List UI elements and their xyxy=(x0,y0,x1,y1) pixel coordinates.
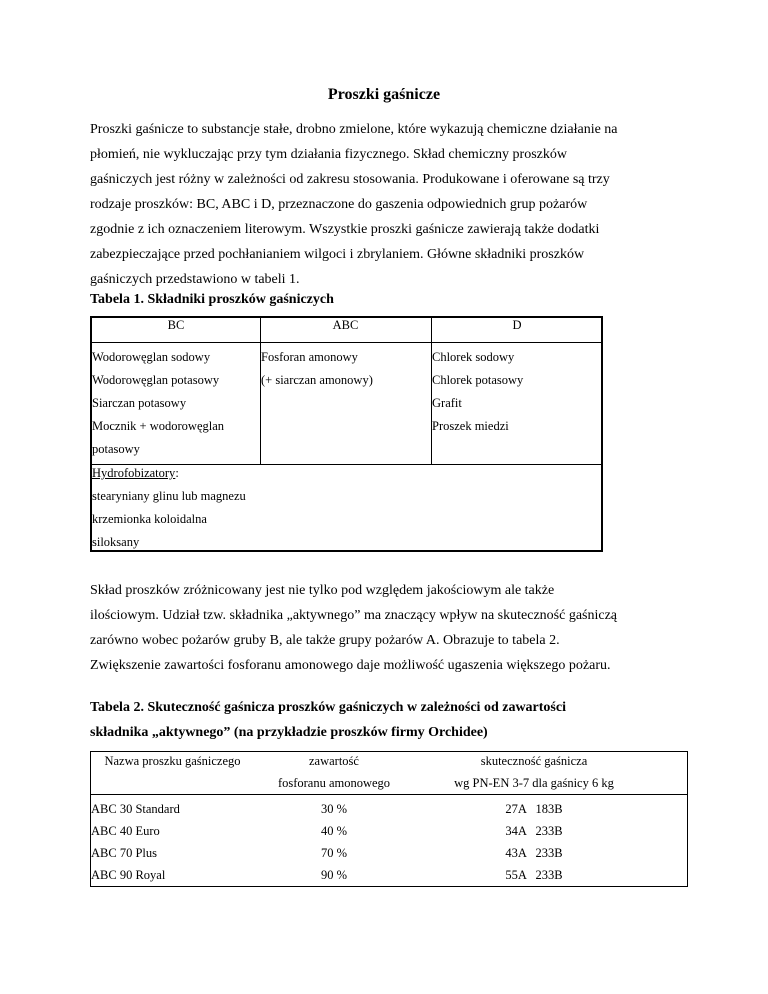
text-line: Skład proszków zróżnicowany jest nie tylko pod względem jakościowym ale także xyxy=(90,583,555,598)
table1-divider xyxy=(260,318,261,465)
table2-cell-name: ABC 90 Royal xyxy=(91,868,166,882)
text-line: płomień, nie wykluczając przy tym działania fizycznego. Skład chemiczny proszków xyxy=(90,147,567,162)
table1-cell: Fosforan amonowy xyxy=(261,350,358,364)
table2-cell-effectiveness: 43A 233B xyxy=(505,846,563,860)
text-line: zabezpieczające przed pochłanianiem wilgoci i zbrylaniem. Główne składniki proszków xyxy=(90,247,585,262)
table2-caption: składnika „aktywnego” (na przykładzie proszków firmy Orchidee) xyxy=(90,725,488,740)
table1-cell: (+ siarczan amonowy) xyxy=(261,373,373,387)
table1-cell: Mocznik + wodorowęglan xyxy=(92,419,225,433)
table2-header-effectiveness: wg PN-EN 3-7 dla gaśnicy 6 kg xyxy=(454,776,614,790)
table2-cell-content: 90 % xyxy=(320,868,348,882)
hydrophobizers-title: Hydrofobizatory xyxy=(92,466,176,480)
text-line: rodzaje proszków: BC, ABC i D, przeznaczone do gaszenia odpowiednich grup pożarów xyxy=(90,197,588,212)
text-line: Proszki gaśnicze to substancje stałe, drobno zmielone, które wykazują chemiczne działanie na xyxy=(90,122,618,137)
hydrophobizers-colon: : xyxy=(175,466,179,480)
table1-cell: siloksany xyxy=(92,535,140,549)
table1-divider xyxy=(92,342,601,343)
table2-cell-name: ABC 70 Plus xyxy=(91,846,157,860)
page-title: Proszki gaśnicze xyxy=(327,86,441,103)
table2-cell-effectiveness: 55A 233B xyxy=(505,868,563,882)
table1 xyxy=(90,316,603,552)
table1-cell: krzemionka koloidalna xyxy=(92,512,207,526)
table1-cell: Wodorowęglan potasowy xyxy=(92,373,220,387)
table1-cell: Chlorek potasowy xyxy=(432,373,524,387)
text-line: zarówno wobec pożarów gruby B, ale także grupy pożarów A. Obrazuje to tabela 2. xyxy=(90,633,560,648)
text-line: gaśniczych przedstawiono w tabeli 1. xyxy=(90,272,300,287)
table1-header-d: D xyxy=(512,318,522,332)
table1-cell: Chlorek sodowy xyxy=(432,350,515,364)
text-line: zgodnie z ich oznaczeniem literowym. Wszystkie proszki gaśnicze zawierają także dodatki xyxy=(90,222,600,237)
table2-header-effectiveness: skuteczność gaśnicza xyxy=(480,754,588,768)
table2-cell-effectiveness: 27A 183B xyxy=(505,802,563,816)
table2-header-content: zawartość xyxy=(309,754,359,768)
table1-caption: Tabela 1. Składniki proszków gaśniczych xyxy=(90,292,334,307)
text-line: Zwiększenie zawartości fosforanu amonowego daje możliwość ugaszenia większego pożaru. xyxy=(90,658,611,673)
table1-cell: stearyniany glinu lub magnezu xyxy=(92,489,246,503)
table2-caption: Tabela 2. Skuteczność gaśnicza proszków gaśniczych w zależności od zawartości xyxy=(90,700,566,715)
table2-cell-name: ABC 40 Euro xyxy=(91,824,160,838)
text-line: gaśniczych jest różny w zależności od zakresu stosowania. Produkowane i oferowane są trzy xyxy=(90,172,610,187)
table2-cell-content: 70 % xyxy=(320,846,348,860)
table2-header-name: Nazwa proszku gaśniczego xyxy=(104,754,241,768)
table2-divider xyxy=(91,794,687,795)
table2 xyxy=(90,751,688,887)
text-line: ilościowym. Udział tzw. składnika „aktywnego” ma znaczący wpływ na skuteczność gaśniczą xyxy=(90,608,618,623)
table2-cell-name: ABC 30 Standard xyxy=(91,802,180,816)
table2-cell-content: 40 % xyxy=(320,824,348,838)
table2-header-content: fosforanu amonowego xyxy=(277,776,391,790)
table1-cell: Grafit xyxy=(432,396,462,410)
table1-cell: potasowy xyxy=(92,442,140,456)
table1-cell: Wodorowęglan sodowy xyxy=(92,350,211,364)
table2-cell-effectiveness: 34A 233B xyxy=(505,824,563,838)
table1-header-bc: BC xyxy=(167,318,185,332)
table1-cell: Proszek miedzi xyxy=(432,419,509,433)
table1-header-abc: ABC xyxy=(332,318,359,332)
hydrophobizers-heading xyxy=(92,462,179,485)
table1-cell: Siarczan potasowy xyxy=(92,396,187,410)
table2-cell-content: 30 % xyxy=(320,802,348,816)
